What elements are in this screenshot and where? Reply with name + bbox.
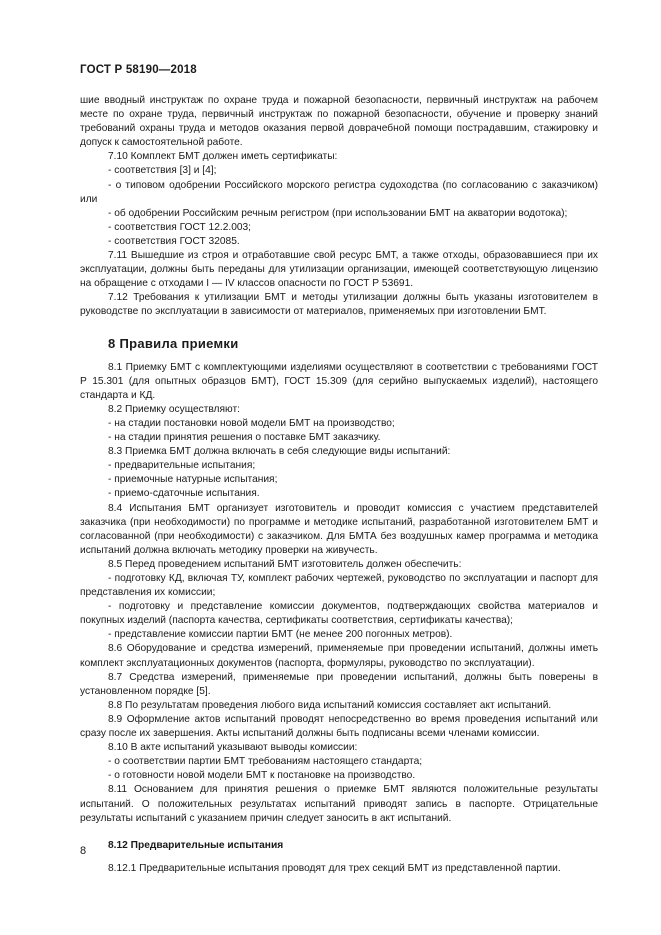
- list-item: - подготовку КД, включая ТУ, комплект рабочих чертежей, руководство по эксплуатации и паспорт для представления их комиссии;: [80, 573, 598, 599]
- list-item: - на стадии постановки новой модели БМТ на производство;: [108, 417, 395, 429]
- paragraph-7-11: 7.11 Вышедшие из строя и отработавшие свой ресурс БМТ, а также отходы, образовавшиеся при их эксплуатации, должны быть переданы для утилизации организации, имеющей соответствующую лицензию на обращение с отходами I — IV классов опасности по ГОСТ Р 53691.: [80, 250, 598, 290]
- document-header: ГОСТ Р 58190—2018: [80, 64, 197, 76]
- paragraph-8-4: 8.4 Испытания БМТ организует изготовитель и проводит комиссия с участием представителей заказчика (при необходимости) по программе и методике испытаний, разработанной изготовителем БМТ и согласованной (при необходимости) с заказчиком. Для БМТА без воздушных камер программа и методика испытаний должна включать методику проверки на живучесть.: [80, 502, 598, 556]
- list-item: - приемо-сдаточные испытания.: [108, 488, 260, 500]
- paragraph-8-5: 8.5 Перед проведением испытаний БМТ изготовитель должен обеспечить:: [108, 558, 462, 570]
- list-item: - о типовом одобрении Российского морского регистра судоходства (по согласованию с заказчиком) или: [80, 179, 598, 205]
- subsection-heading-8-12: 8.12 Предварительные испытания: [108, 839, 284, 851]
- paragraph-8-3: 8.3 Приемка БМТ должна включать в себя следующие виды испытаний:: [108, 446, 451, 458]
- list-item: - о соответствии партии БМТ требованиям настоящего стандарта;: [108, 756, 423, 768]
- paragraph-8-1: 8.1 Приемку БМТ с комплектующими изделиями осуществляют в соответствии с требованиями ГОСТ Р 15.301 (для опытных образцов БМТ), ГОСТ 15.309 (для серийно выпускаемых изделий), настоящего стандарта и КД.: [80, 361, 598, 401]
- paragraph-8-11: 8.11 Основанием для принятия решения о приемке БМТ являются положительные результаты испытаний. О положительных результатах испытаний приводят запись в паспорте. Отрицательные результаты испытаний с указанием причин следует заносить в акт испытаний.: [80, 784, 598, 824]
- list-item: - о готовности новой модели БМТ к постановке на производство.: [108, 770, 416, 782]
- paragraph-7-12: 7.12 Требования к утилизации БМТ и методы утилизации должны быть указаны изготовителем в руководстве по эксплуатации в зависимости от материалов, применяемых при изготовлении БМТ.: [80, 292, 598, 318]
- paragraph-7-10: 7.10 Комплект БМТ должен иметь сертификаты:: [108, 151, 338, 163]
- paragraph: шие вводный инструктаж по охране труда и пожарной безопасности, первичный инструктаж на рабочем месте по охране труда, первичный инструктаж по пожарной безопасности, обучение и проверку знаний требований охраны труда и методов оказания первой доврачебной помощи пострадавшим, стажировку и допуск к самостоятельной работе.: [80, 95, 598, 149]
- section-heading-8: 8 Правила приемки: [108, 335, 239, 351]
- paragraph-8-7: 8.7 Средства измерений, применяемые при проведении испытаний, должны быть поверены в установленном порядке [5].: [80, 671, 598, 697]
- paragraph-8-2: 8.2 Приемку осуществляют:: [108, 403, 240, 415]
- paragraph-8-8: 8.8 По результатам проведения любого вида испытаний комиссия составляет акт испытаний.: [108, 699, 552, 711]
- list-item: - соответствия ГОСТ 32085.: [108, 235, 240, 247]
- document-body: [80, 94, 598, 876]
- paragraph-8-6: 8.6 Оборудование и средства измерений, применяемые при проведении испытаний, должны иметь комплект эксплуатационных документов (паспорта, формуляры, руководство по эксплуатации).: [80, 643, 598, 669]
- list-item: - об одобрении Российским речным регистром (при использовании БМТ на акватории водотока);: [108, 207, 568, 219]
- page-number: 8: [80, 845, 87, 857]
- paragraph-8-10: 8.10 В акте испытаний указывают выводы комиссии:: [108, 742, 358, 754]
- list-item: - приемочные натурные испытания;: [108, 474, 278, 486]
- paragraph-8-9: 8.9 Оформление актов испытаний проводят непосредственно во время проведения испытаний или сразу после их завершения. Акты испытаний должны быть подписаны всеми членами комиссии.: [80, 713, 598, 740]
- list-item: - на стадии принятия решения о поставке БМТ заказчику.: [108, 432, 381, 444]
- list-item: - соответствия ГОСТ 12.2.003;: [108, 221, 252, 233]
- paragraph-8-12-1: 8.12.1 Предварительные испытания проводят для трех секций БМТ из представленной партии.: [108, 862, 561, 874]
- list-item: - подготовку и представление комиссии документов, подтверждающих свойства материалов и покупных изделий (паспорта качества, сертификаты соответствия, сертификаты качества);: [80, 601, 598, 627]
- list-item: - представление комиссии партии БМТ (не менее 200 погонных метров).: [108, 629, 453, 641]
- list-item: - предварительные испытания;: [108, 460, 256, 472]
- list-item: - соответствия [3] и [4];: [108, 165, 217, 177]
